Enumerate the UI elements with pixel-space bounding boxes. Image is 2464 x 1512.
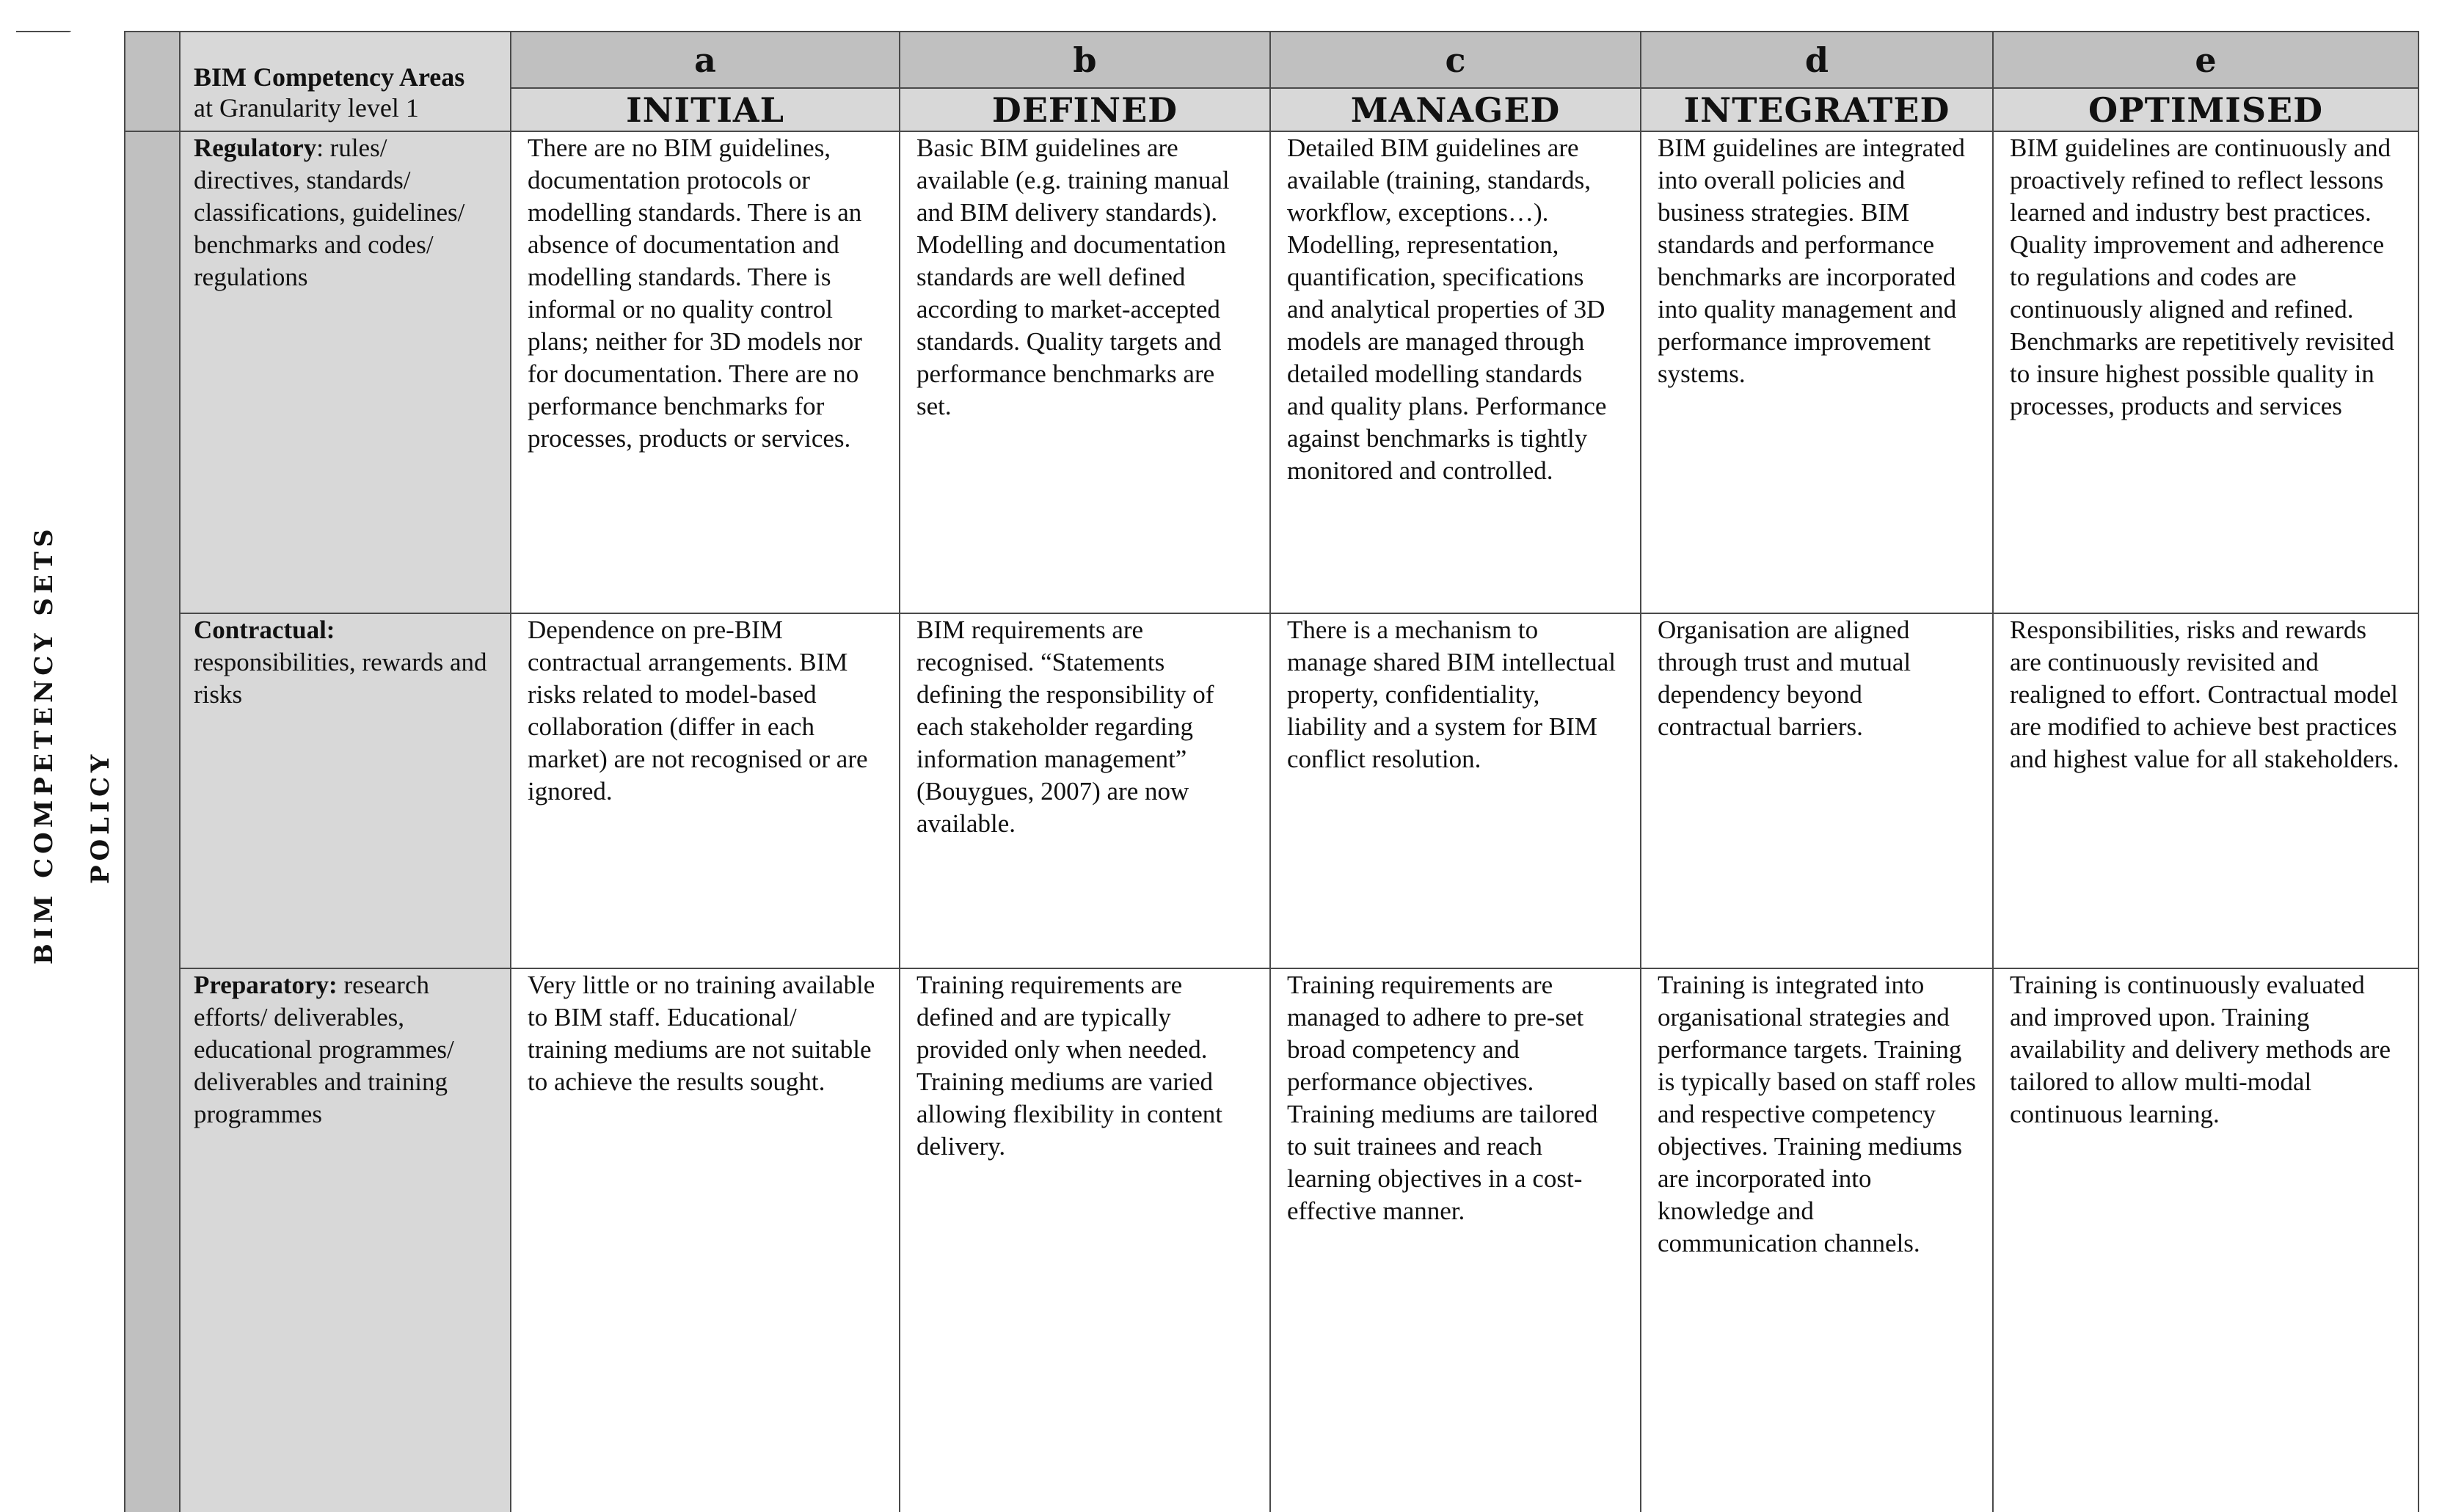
table-cell: Very little or no training available to BIM staff. Educational/ training mediums are not suitable to achieve the results sought. xyxy=(511,968,900,1512)
column-letter-b: b xyxy=(900,32,1270,88)
table-cell: Training is continuously evaluated and improved upon. Training availability and delivery methods are tailored to allow multi-modal continuous learning. xyxy=(1993,968,2419,1512)
area-name: Contractual: xyxy=(194,616,335,644)
area-regulatory xyxy=(180,131,511,613)
column-letter-d: d xyxy=(1641,32,1993,88)
table-cell: Training requirements are managed to adhere to pre-set broad competency and performance objectives. Training mediums are tailored to suit trainees and reach learning objectives in a cost-effective manner. xyxy=(1270,968,1641,1512)
area-name: Preparatory: xyxy=(194,971,338,999)
area-description: research efforts/ deliverables, educational programmes/ deliverables and training programmes xyxy=(194,971,454,1128)
table-cell: Basic BIM guidelines are available (e.g. training manual and BIM delivery standards). Modelling and documentation standards are well defined according to market-accepted standards. Quality targets and performance benchmarks are set. xyxy=(900,131,1270,613)
area-preparatory xyxy=(180,968,511,1512)
table-cell: Training is integrated into organisational strategies and performance targets. Training is typically based on staff roles and respective competency objectives. Training mediums are incorporated into knowledge and communication channels. xyxy=(1641,968,1993,1512)
table-cell: Organisation are aligned through trust and mutual dependency beyond contractual barriers. xyxy=(1641,613,1993,968)
area-contractual xyxy=(180,613,511,968)
area-description: : rules/ directives, standards/ classifications, guidelines/ benchmarks and codes/ regulations xyxy=(194,134,465,291)
level-optimised: OPTIMISED xyxy=(1993,88,2419,131)
level-integrated: INTEGRATED xyxy=(1641,88,1993,131)
column-letter-e: e xyxy=(1993,32,2419,88)
table-row xyxy=(70,968,2419,1512)
areas-subtitle: at Granularity level 1 xyxy=(194,93,419,123)
table-cell: Responsibilities, risks and rewards are continuously revisited and realigned to effort. Contractual model are modified to achieve best practices and highest value for all stakeholders. xyxy=(1993,613,2419,968)
column-letter-a: a xyxy=(511,32,900,88)
level-managed: MANAGED xyxy=(1270,88,1641,131)
competency-areas-header xyxy=(180,32,511,131)
table-cell: There is a mechanism to manage shared BIM intellectual property, confidentiality, liability and a system for BIM conflict resolution. xyxy=(1270,613,1641,968)
policy-header-cell xyxy=(125,32,180,131)
level-defined: DEFINED xyxy=(900,88,1270,131)
table-cell: BIM requirements are recognised. “Statements defining the responsibility of each stakeholder regarding information management” (Bouygues, 2007) are now available. xyxy=(900,613,1270,968)
column-letter-c: c xyxy=(1270,32,1641,88)
table-cell: Detailed BIM guidelines are available (training, standards, workflow, exceptions…). Modelling, representation, quantification, specifications and analytical properties of 3D models are managed through detailed modelling standards and quality plans. Performance against benchmarks is tightly monitored and controlled. xyxy=(1270,131,1641,613)
competency-sets-label: BIM COMPETENCY SETS xyxy=(29,525,59,965)
table-cell: BIM guidelines are integrated into overall policies and business strategies. BIM standards and performance benchmarks are incorporated into quality management and performance improvement systems. xyxy=(1641,131,1993,613)
table-cell: There are no BIM guidelines, documentation protocols or modelling standards. There is an absence of documentation and modelling standards. There is informal or no quality control plans; neither for 3D models nor for documentation. There are no performance benchmarks for processes, products or services. xyxy=(511,131,900,613)
bim-maturity-matrix xyxy=(70,31,2419,1512)
policy-label: POLICY xyxy=(86,750,115,884)
level-initial: INITIAL xyxy=(511,88,900,131)
header-letter-row xyxy=(70,32,2419,88)
area-name: Regulatory xyxy=(194,134,317,162)
table-cell: BIM guidelines are continuously and proactively refined to reflect lessons learned and industry best practices. Quality improvement and adherence to regulations and codes are continuously aligned and refined. Benchmarks are repetitively revisited to insure highest possible quality in processes, products and services xyxy=(1993,131,2419,613)
top-rule xyxy=(16,31,71,32)
table-cell: Training requirements are defined and are typically provided only when needed. Training mediums are varied allowing flexibility in content delivery. xyxy=(900,968,1270,1512)
areas-title: BIM Competency Areas xyxy=(194,62,465,92)
area-description: responsibilities, rewards and risks xyxy=(194,648,487,709)
table-cell: Dependence on pre-BIM contractual arrangements. BIM risks related to model-based collaboration (differ in each market) are not recognised or are ignored. xyxy=(511,613,900,968)
policy-column xyxy=(125,131,180,1512)
table-row xyxy=(70,613,2419,968)
table-row xyxy=(70,131,2419,613)
